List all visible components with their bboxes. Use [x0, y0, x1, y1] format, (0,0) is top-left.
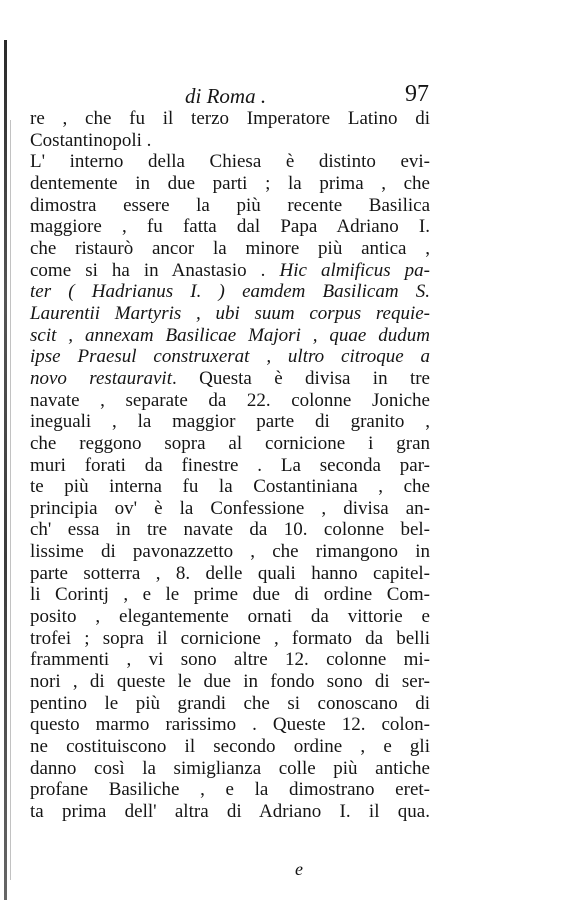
- text-line: [30, 563, 430, 585]
- text-line: [30, 216, 430, 238]
- text-line: [30, 195, 430, 217]
- text-segment: nori , di queste le due in fondo sono di ser-: [30, 671, 430, 693]
- text-line: [30, 411, 430, 433]
- text-line: [30, 649, 430, 671]
- text-line: [30, 758, 430, 780]
- text-segment: re , che fu il terzo Imperatore Latino di: [30, 108, 430, 129]
- text-line: [30, 541, 430, 563]
- text-line: [30, 671, 430, 693]
- text-segment: pentino le più grandi che si conoscano di: [30, 692, 430, 714]
- text-segment: ch' essa in tre navate da 10. colonne bel-: [30, 519, 430, 541]
- text-line: [30, 260, 430, 282]
- italic-text: novo restauravit: [30, 367, 172, 389]
- text-line: [30, 303, 430, 325]
- text-line: [30, 455, 430, 477]
- text-segment: Costantinopoli .: [30, 129, 152, 151]
- italic-text: Hic almificus pa-: [279, 259, 430, 281]
- page-edge-line: [10, 120, 11, 880]
- italic-text: scit , annexam Basilicae Majori , quae dudum: [30, 324, 430, 346]
- text-segment: ne costituiscono il secondo ordine , e gli: [30, 736, 430, 758]
- text-line: [30, 433, 430, 455]
- text-line: [30, 476, 430, 498]
- text-segment: trofei ; sopra il cornicione , formato da belli: [30, 627, 430, 649]
- text-segment: danno così la simiglianza colle più antiche: [30, 757, 430, 779]
- text-segment: ta prima dell' altra di Adriano I. il qua.: [30, 801, 430, 822]
- text-line: [30, 693, 430, 715]
- text-line: [30, 281, 430, 303]
- text-line: [30, 714, 430, 736]
- text-segment: muri forati da finestre . La seconda par-: [30, 454, 430, 476]
- running-head: di Roma .: [185, 84, 267, 108]
- text-line: [30, 519, 430, 541]
- text-segment: frammenti , vi sono altre 12. colonne mi-: [30, 649, 430, 671]
- text-segment: che ristaurò ancor la minore più antica ,: [30, 237, 430, 259]
- text-line: [30, 130, 430, 152]
- text-line: [30, 779, 430, 801]
- text-segment: posito , elegantemente ornati da vittorie e: [30, 606, 430, 628]
- text-segment: dimostra essere la più recente Basilica: [30, 194, 430, 216]
- text-line: [30, 584, 430, 606]
- text-segment: . Questa è divisa in tre: [171, 367, 430, 389]
- text-segment: L' interno della Chiesa è distinto evi-: [30, 151, 430, 173]
- text-segment: te più interna fu la Costantiniana , che: [30, 476, 430, 498]
- text-line: [30, 736, 430, 758]
- text-segment: che reggono sopra al cornicione i gran: [30, 432, 430, 454]
- text-segment: navate , separate da 22. colonne Joniche: [30, 389, 430, 411]
- text-segment: parte sotterra , 8. delle quali hanno capitel-: [30, 562, 430, 584]
- text-segment: dentemente in due parti ; la prima , che: [30, 172, 430, 194]
- page-edge-shadow: [4, 40, 7, 900]
- text-line: [30, 606, 430, 628]
- italic-text: Laurentii Martyris , ubi suum corpus requie-: [30, 302, 430, 324]
- text-line: [30, 498, 430, 520]
- page-number: 97: [405, 81, 429, 107]
- text-line: [30, 151, 430, 173]
- text-segment: maggiore , fu fatta dal Papa Adriano I.: [30, 216, 430, 238]
- text-segment: principia ov' è la Confessione , divisa an-: [30, 497, 430, 519]
- text-line: [30, 801, 430, 823]
- text-line: [30, 368, 430, 390]
- text-segment: questo marmo rarissimo . Queste 12. colon-: [30, 714, 430, 736]
- text-segment: li Corintj , e le prime due di ordine Com-: [30, 584, 430, 606]
- text-segment: come si ha in Anastasio .: [30, 259, 280, 281]
- text-line: [30, 346, 430, 368]
- text-segment: profane Basiliche , e la dimostrano eret-: [30, 779, 430, 801]
- text-line: [30, 173, 430, 195]
- text-line: [30, 108, 430, 130]
- text-segment: lissime di pavonazzetto , che rimangono in: [30, 541, 430, 563]
- body-text: [30, 108, 430, 823]
- text-line: [30, 238, 430, 260]
- italic-text: ipse Praesul construxerat , ultro citroque a: [30, 346, 430, 368]
- text-line: [30, 628, 430, 650]
- text-segment: ineguali , la maggior parte di granito ,: [30, 411, 430, 433]
- catchword: e: [295, 859, 303, 879]
- text-line: [30, 325, 430, 347]
- text-line: [30, 390, 430, 412]
- italic-text: ter ( Hadrianus I. ) eamdem Basilicam S.: [30, 281, 430, 303]
